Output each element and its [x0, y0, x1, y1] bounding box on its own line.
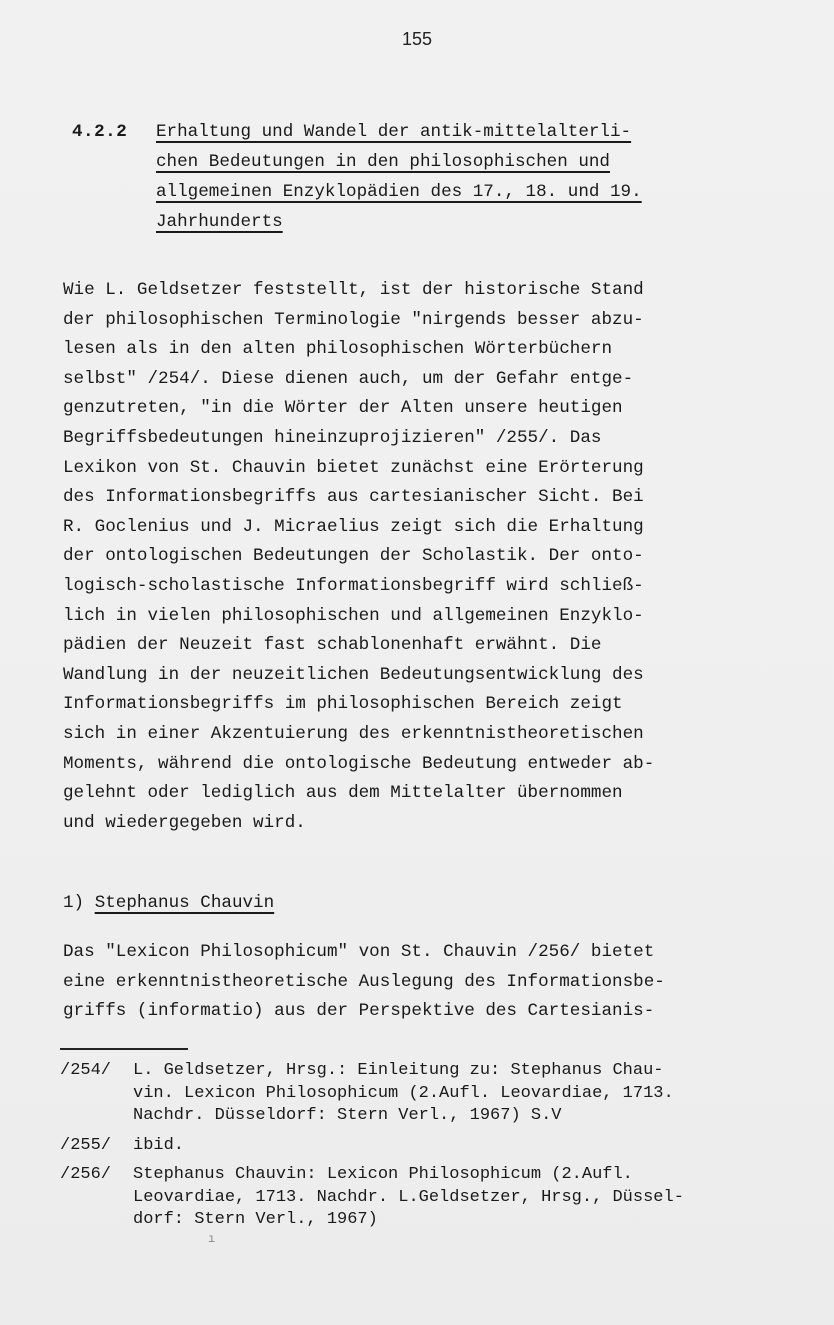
footnote-marker: /256/	[60, 1165, 112, 1184]
footnote-254	[60, 1060, 684, 1128]
text-line: des Informationsbegriffs aus cartesianischer Sicht. Bei	[63, 487, 644, 508]
text-line: selbst" /254/. Diese dienen auch, um der Gefahr entge-	[63, 368, 634, 389]
footnote-line: Stephanus Chauvin: Lexicon Philosophicum (2.Aufl.	[133, 1165, 633, 1184]
text-line: der philosophischen Terminologie "nirgends besser abzu-	[63, 309, 644, 330]
subsection-title: Stephanus Chauvin	[94, 893, 275, 913]
footnote-256	[60, 1164, 684, 1232]
text-line: sich in einer Akzentuierung des erkenntnistheoretischen	[63, 723, 644, 744]
page-number: 155	[401, 29, 433, 49]
text-line: pädien der Neuzeit fast schablonenhaft erwähnt. Die	[63, 635, 602, 656]
text-line: Wie L. Geldsetzer feststellt, ist der historische Stand	[63, 280, 644, 300]
text-line: gelehnt oder lediglich aus dem Mittelalter übernommen	[63, 783, 623, 804]
section-title	[156, 117, 642, 237]
footnotes	[60, 1060, 684, 1239]
text-line: der ontologischen Bedeutungen der Scholastik. Der onto-	[63, 546, 644, 567]
subsection-heading	[63, 893, 274, 913]
subsection-number: 1)	[63, 893, 85, 913]
footnote-line: Leovardiae, 1713. Nachdr. L.Geldsetzer, Hrsg., Düssel-	[133, 1187, 684, 1207]
section-title-line: allgemeinen Enzyklopädien des 17., 18. und 19.	[156, 182, 642, 202]
footnote-separator	[60, 1048, 188, 1050]
body-paragraph-2	[63, 938, 665, 1027]
footnote-marker: /255/	[60, 1135, 112, 1155]
section-title-line: Erhaltung und Wandel der antik-mittelalterli-	[156, 122, 632, 142]
footnote-line: L. Geldsetzer, Hrsg.: Einleitung zu: Stephanus Chau-	[133, 1061, 664, 1080]
text-line: genzutreten, "in die Wörter der Alten unsere heutigen	[63, 398, 623, 419]
text-line: lesen als in den alten philosophischen Wörterbüchern	[63, 339, 613, 360]
scan-artifact-mark: ı	[208, 1232, 216, 1246]
text-line: Moments, während die ontologische Bedeutung entweder ab-	[63, 753, 655, 774]
footnote-line: ibid.	[133, 1135, 185, 1155]
text-line: eine erkenntnistheoretische Auslegung des Informationsbe-	[63, 971, 665, 992]
body-paragraph-1	[63, 276, 654, 838]
footnote-line: dorf: Stern Verl., 1967)	[133, 1210, 378, 1229]
text-line: Wandlung in der neuzeitlichen Bedeutungsentwicklung des	[63, 664, 644, 685]
text-line: Informationsbegriffs im philosophischen Bereich zeigt	[63, 694, 623, 715]
text-line: lich in vielen philosophischen und allgemeinen Enzyklo-	[63, 605, 644, 626]
section-title-line: chen Bedeutungen in den philosophischen und	[156, 152, 610, 172]
text-line: logisch-scholastische Informationsbegriff wird schließ-	[63, 575, 644, 596]
text-line: Lexikon von St. Chauvin bietet zunächst eine Erörterung	[63, 457, 644, 478]
footnote-marker: /254/	[60, 1061, 112, 1080]
text-line: und wiedergegeben wird.	[63, 812, 306, 833]
section-title-line: Jahrhunderts	[156, 212, 283, 232]
section-number: 4.2.2	[72, 122, 128, 142]
footnote-line: Nachdr. Düsseldorf: Stern Verl., 1967) S.V	[133, 1106, 562, 1125]
footnote-line: vin. Lexicon Philosophicum (2.Aufl. Leovardiae, 1713.	[133, 1083, 674, 1103]
text-line: Das "Lexicon Philosophicum" von St. Chauvin /256/ bietet	[63, 942, 655, 962]
text-line: R. Goclenius und J. Micraelius zeigt sich die Erhaltung	[63, 516, 644, 537]
text-line: griffs (informatio) aus der Perspektive des Cartesianis-	[63, 1001, 655, 1022]
footnote-255	[60, 1135, 684, 1158]
text-line: Begriffsbedeutungen hineinzuprojizieren" /255/. Das	[63, 427, 602, 448]
